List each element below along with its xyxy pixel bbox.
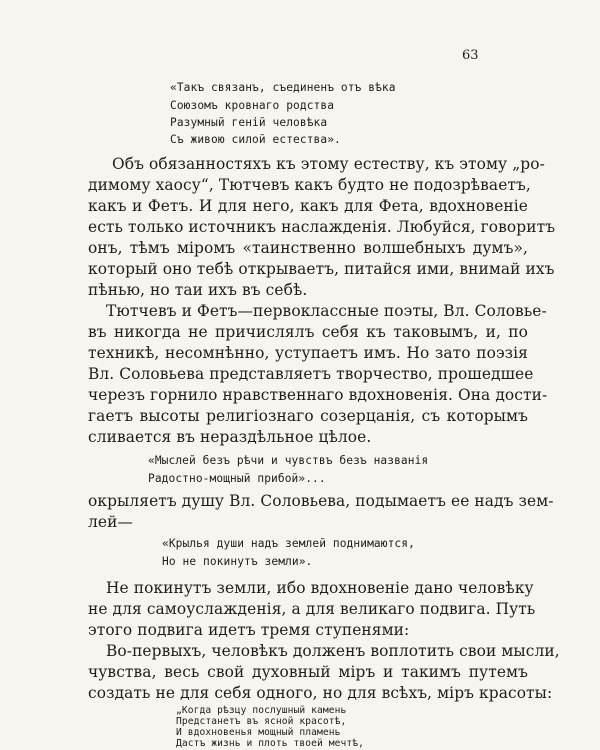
paragraph-line: гаетъ высоты религіознаго созерцанія, съ которымъ: [88, 407, 528, 425]
paragraph-line: создать не для себя одного, но для всѣхъ, міръ красоты:: [88, 684, 553, 702]
verse-line: Предстанетъ въ ясной красотѣ,: [176, 716, 347, 727]
verse-line: «Мыслей безъ рѣчи и чувствъ безъ названія: [148, 454, 429, 467]
paragraph-line: сливается въ нераздѣльное цѣлое.: [88, 428, 372, 446]
verse-line: «Крылья души надъ землей поднимаются,: [162, 537, 415, 550]
paragraph-line: пѣнью, но таи ихъ въ себѣ.: [88, 281, 308, 299]
verse-line: Радостно-мощный прибой»...: [148, 472, 326, 485]
paragraph-line: Объ обязанностяхъ къ этому естеству, къ этому „ро-: [112, 155, 545, 173]
paragraph-line: который оно тебѣ открываетъ, питайся ими, внимай ихъ: [88, 260, 555, 278]
paragraph-line: димому хаосу“, Тютчевъ какъ будто не подозрѣваетъ,: [88, 176, 531, 194]
paragraph-line: черезъ горнило нравственнаго вдохновенія. Она дости-: [88, 386, 548, 404]
paragraph-line: техникѣ, несомнѣнно, уступаетъ имъ. Но зато поэзія: [88, 344, 528, 362]
verse-line: Разумный геній человѣка: [170, 116, 328, 129]
paragraph-line: онъ, тѣмъ міромъ «таинственно волшебныхъ думъ»,: [88, 239, 528, 257]
paragraph-line: лей—: [88, 513, 133, 531]
verse-line: „Когда рѣзцу послушный камень: [176, 705, 347, 716]
paragraph-line: какъ и Фетъ. И для него, какъ для Фета, вдохновеніе: [88, 197, 528, 215]
paragraph-line: въ никогда не причислялъ себя къ таковымъ, и, по: [88, 323, 528, 341]
paragraph-line: Не покинутъ земли, ибо вдохновеніе дано человѣку: [106, 579, 534, 597]
paragraph-line: чувства, весь свой духовный міръ и такимъ путемъ: [88, 663, 528, 681]
paragraph-line: Вл. Соловьева представляетъ творчество, прошедшее: [88, 365, 534, 383]
verse-line: Но не покинутъ земли».: [162, 555, 313, 568]
verse-line: Союзомъ кровнаго родства: [170, 99, 335, 112]
page-number: 63: [462, 48, 479, 63]
paragraph-line: этого подвига идетъ тремя ступенями:: [88, 621, 410, 639]
paragraph-line: не для самоуслажденія, а для великаго подвига. Путь: [88, 600, 536, 618]
paragraph-line: Во-первыхъ, человѣкъ долженъ воплотить свои мысли,: [106, 642, 560, 660]
paragraph-line: окрыляетъ душу Вл. Соловьева, подымаетъ ее надъ зем-: [88, 492, 554, 510]
verse-line: Съ живою силой естества».: [170, 133, 341, 146]
paragraph-line: Тютчевъ и Фетъ—первоклассные поэты, Вл. Соловье-: [106, 302, 547, 320]
verse-line: «Такъ связанъ, съединенъ отъ вѣка: [170, 81, 396, 94]
paragraph-line: есть только источникъ наслажденія. Любуйся, говоритъ: [88, 218, 556, 236]
verse-line: Дастъ жизнь и плоть твоей мечтѣ,: [176, 738, 365, 749]
verse-line: И вдохновенья мощный пламень: [176, 727, 341, 738]
